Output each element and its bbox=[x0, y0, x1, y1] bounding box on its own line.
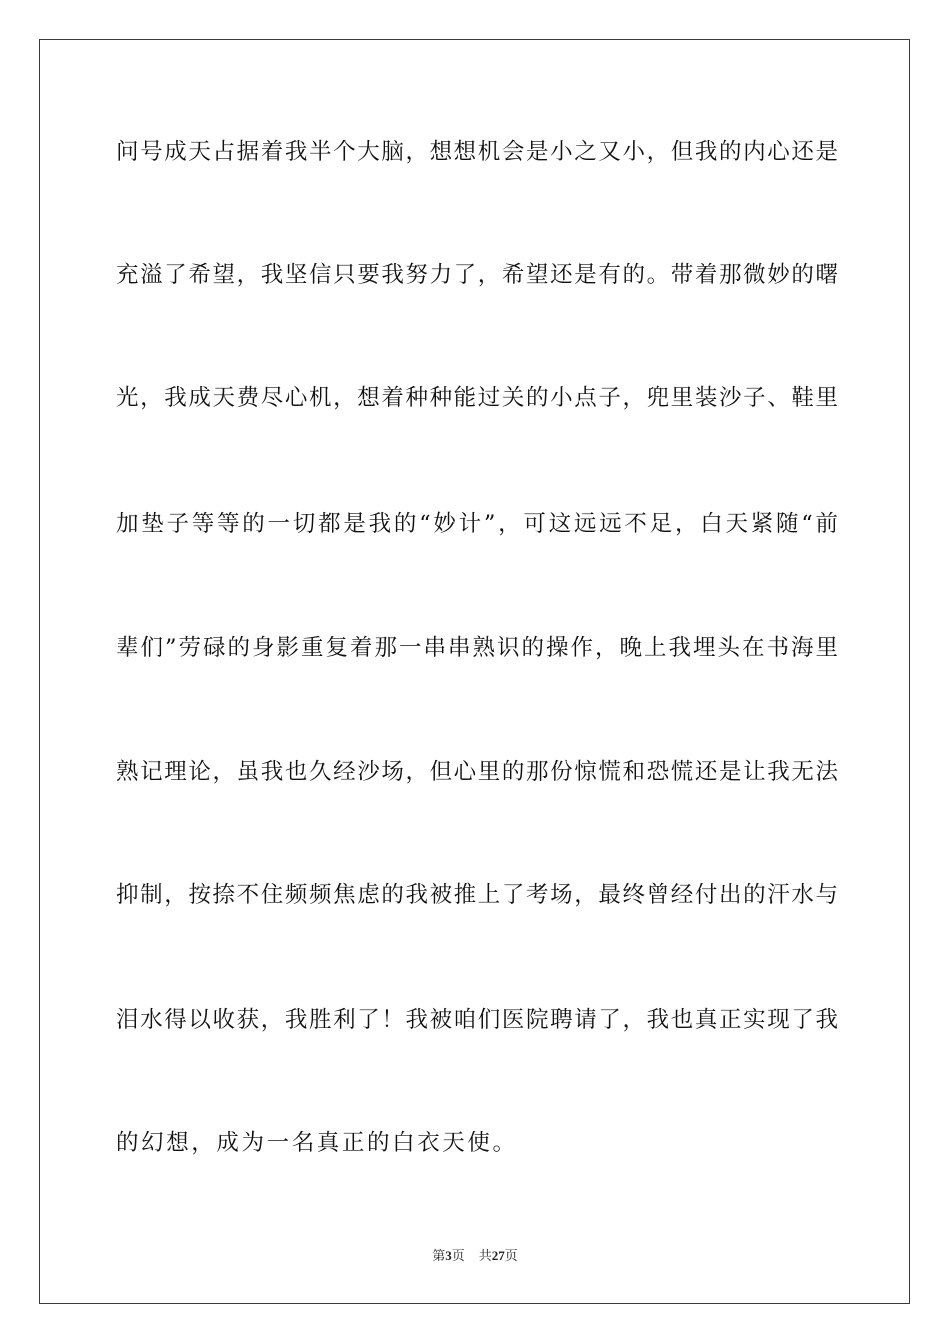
total-pages: 27 bbox=[491, 1248, 505, 1263]
paragraph-line: 熟记理论，虽我也久经沙场，但心里的那份惊慌和恐慌还是让我无法 bbox=[116, 759, 838, 785]
page-footer bbox=[0, 1248, 950, 1265]
paragraph-line: 光，我成天费尽心机，想着种种能过关的小点子，兜里装沙子、鞋里 bbox=[116, 385, 838, 411]
paragraph-line: 泪水得以收获，我胜利了！我被咱们医院聘请了，我也真正实现了我 bbox=[116, 1007, 838, 1033]
paragraph-line: 问号成天占据着我半个大脑，想想机会是小之又小，但我的内心还是 bbox=[116, 139, 838, 165]
paragraph-line: 辈们”劳碌的身影重复着那一串串熟识的操作，晚上我埋头在书海里 bbox=[116, 635, 838, 661]
page-suffix: 页 bbox=[451, 1249, 465, 1264]
paragraph-line: 的幻想，成为一名真正的白衣天使。 bbox=[116, 1130, 518, 1156]
total-prefix: 共 bbox=[478, 1249, 492, 1264]
paragraph-line: 充溢了希望，我坚信只要我努力了，希望还是有的。带着那微妙的曙 bbox=[116, 262, 838, 288]
paragraph-line: 加垫子等等的一切都是我的“妙计”，可这远远不足，白天紧随“前 bbox=[116, 511, 838, 537]
page-border bbox=[39, 39, 910, 1304]
paragraph-line: 抑制，按捺不住频频焦虑的我被推上了考场，最终曾经付出的汗水与 bbox=[116, 882, 838, 908]
page-prefix: 第 bbox=[432, 1249, 446, 1264]
page-number: 3 bbox=[445, 1248, 452, 1263]
total-suffix: 页 bbox=[504, 1249, 518, 1264]
